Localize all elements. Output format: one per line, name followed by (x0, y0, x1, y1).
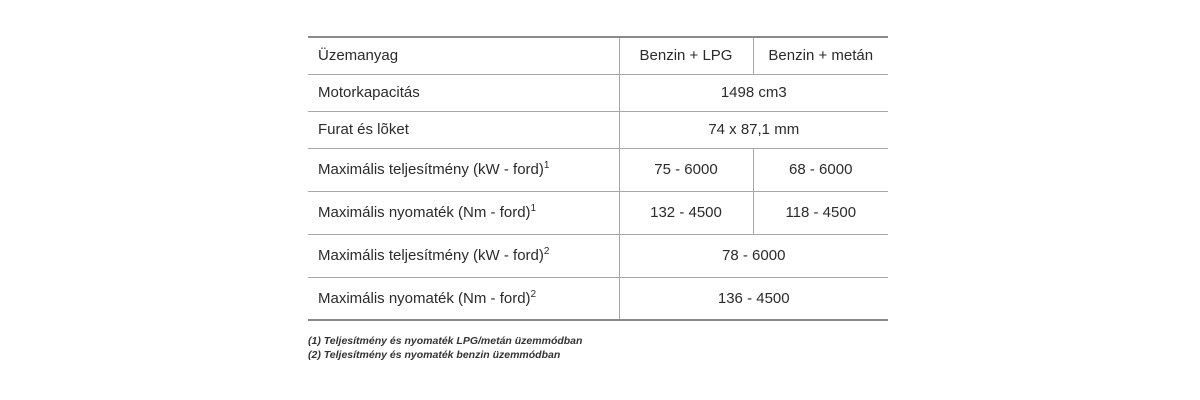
row-value: 78 - 6000 (619, 234, 888, 277)
row-value: 74 x 87,1 mm (619, 111, 888, 148)
footnote-marker: 1 (530, 203, 537, 214)
row-value-methane: 68 - 6000 (753, 148, 888, 191)
row-label-text: Maximális nyomaték (Nm - ford) (318, 204, 531, 221)
specifications-table (308, 36, 888, 321)
row-label (308, 148, 619, 191)
table-row-max-power-petrol (308, 234, 888, 277)
table-row-max-torque-petrol (308, 277, 888, 320)
row-label (308, 234, 619, 277)
row-label: Motorkapacitás (308, 74, 619, 111)
row-label-text: Maximális teljesítmény (kW - ford) (318, 161, 544, 178)
row-label: Furat és lõket (308, 111, 619, 148)
footnote-marker: 2 (530, 288, 537, 300)
footnote-1: (1) Teljesítmény és nyomaték LPG/metán üzemmódban (308, 335, 583, 347)
table-row-bore-stroke (308, 111, 888, 148)
header-petrol-methane: Benzin + metán (753, 37, 888, 74)
table-row-engine-capacity (308, 74, 888, 111)
table-row-max-torque-gas (308, 191, 888, 234)
row-value: 1498 cm3 (619, 74, 888, 111)
footnote-marker: 2 (543, 246, 550, 257)
header-fuel-label: Üzemanyag (308, 37, 619, 74)
row-value-methane: 118 - 4500 (753, 191, 888, 234)
table-header-row (308, 37, 888, 74)
header-petrol-lpg: Benzin + LPG (619, 37, 753, 74)
row-value-lpg: 132 - 4500 (619, 191, 753, 234)
row-label-text: Maximális teljesítmény (kW - ford) (318, 247, 544, 264)
row-value: 136 - 4500 (619, 277, 888, 320)
row-label-text: Maximális nyomaték (Nm - ford) (318, 289, 531, 307)
footnotes (308, 334, 582, 362)
footnote-marker: 1 (543, 160, 550, 171)
footnote-2: (2) Teljesítmény és nyomaték benzin üzemmódban (308, 349, 561, 361)
row-label (308, 277, 619, 320)
row-value-lpg: 75 - 6000 (619, 148, 753, 191)
row-label (308, 191, 619, 234)
table-row-max-power-gas (308, 148, 888, 191)
